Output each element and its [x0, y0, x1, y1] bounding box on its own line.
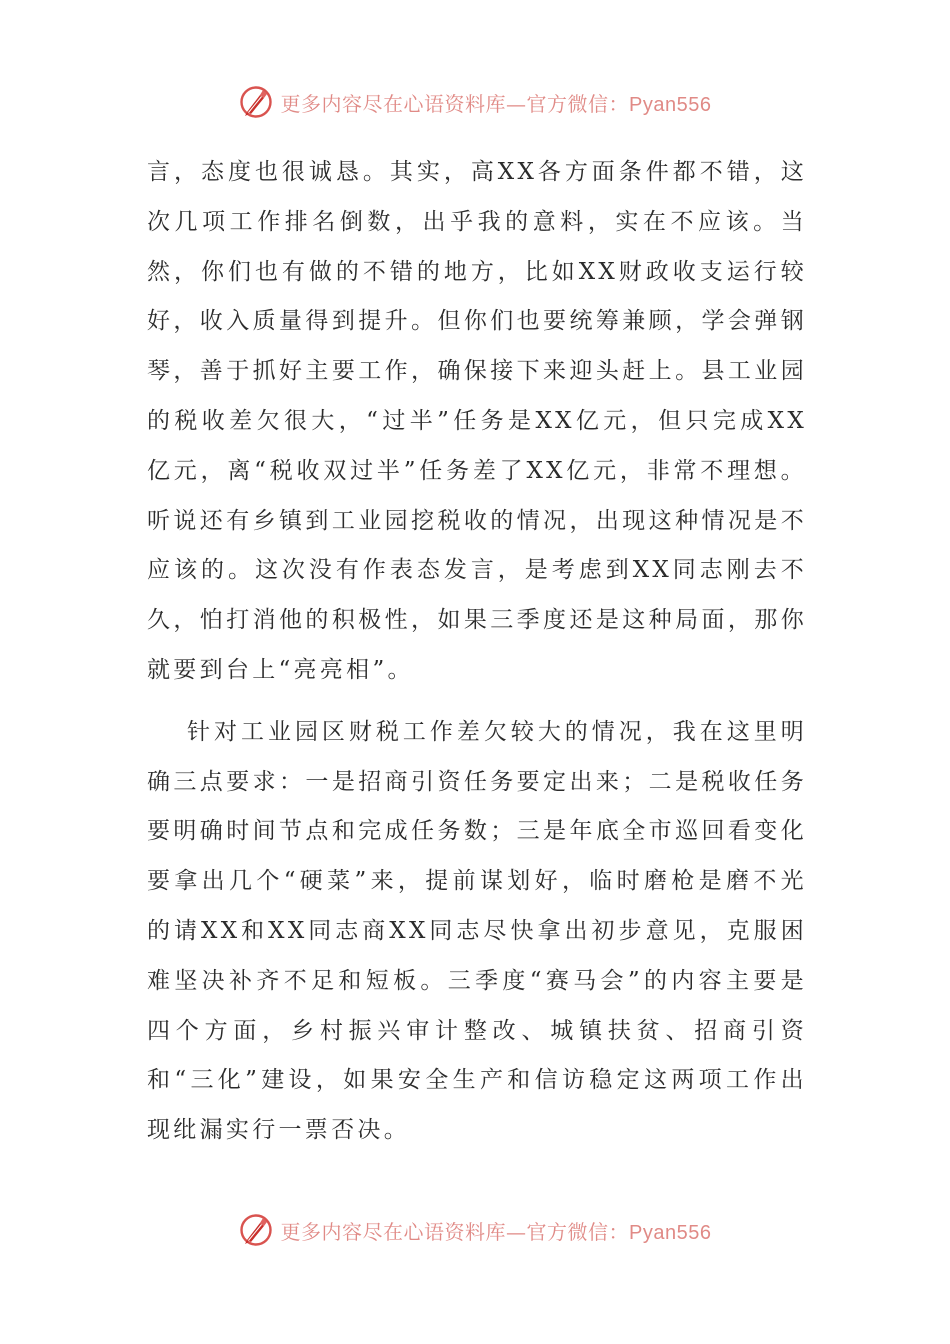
body-paragraph-1: 言，态度也很诚恳。其实，高XX各方面条件都不错，这次几项工作排名倒数，出乎我的意料，实在不应该。当然，你们也有做的不错的地方，比如XX财政收支运行较好，收入质量得到提升。但你们也要统筹兼顾，学会弹钢琴，善于抓好主要工作，确保接下来迎头赶上。县工业园的税收差欠很大，“过半”任务是XX亿元，但只完成XX亿元，离“税收双过半”任务差了XX亿元，非常不理想。听说还有乡镇到工业园挖税收的情况，出现这种情况是不应该的。这次没有作表态发言，是考虑到XX同志刚去不久，怕打消他的积极性，如果三季度还是这种局面，那你就要到台上“亮亮相”。 — [147, 159, 807, 683]
watermark-wechat-label: 官方微信： — [526, 1219, 630, 1244]
watermark-library-text: 更多内容尽在心语资料库 — [280, 1219, 507, 1244]
watermark-dash: — — [506, 91, 527, 116]
pen-nib-logo-icon — [239, 85, 273, 119]
watermark-library-text: 更多内容尽在心语资料库 — [280, 91, 507, 116]
body-paragraph-2: 针对工业园区财税工作差欠较大的情况，我在这里明确三点要求：一是招商引资任务要定出来；二是税收任务要明确时间节点和完成任务数；三是年底全市巡回看变化要拿出几个“硬菜”来，提前谋划好，临时磨枪是磨不光的请XX和XX同志商XX同志尽快拿出初步意见，克服困难坚决补齐不足和短板。三季度“赛马会”的内容主要是四个方面，乡村振兴审计整改、城镇扶贫、招商引资和“三化”建设，如果安全生产和信访稳定这两项工作出现纰漏实行一票否决。 — [147, 718, 807, 1144]
watermark-wechat-account: Pyan556 — [629, 93, 712, 116]
watermark-text — [281, 1216, 712, 1245]
footer-watermark — [0, 1210, 950, 1250]
pen-nib-logo-icon — [239, 1213, 273, 1247]
watermark-wechat-label: 官方微信： — [526, 91, 630, 116]
document-body — [147, 148, 807, 1156]
watermark-text — [281, 88, 712, 117]
watermark-dash: — — [506, 1219, 527, 1244]
header-watermark — [0, 82, 950, 122]
watermark-wechat-account: Pyan556 — [629, 1221, 712, 1244]
